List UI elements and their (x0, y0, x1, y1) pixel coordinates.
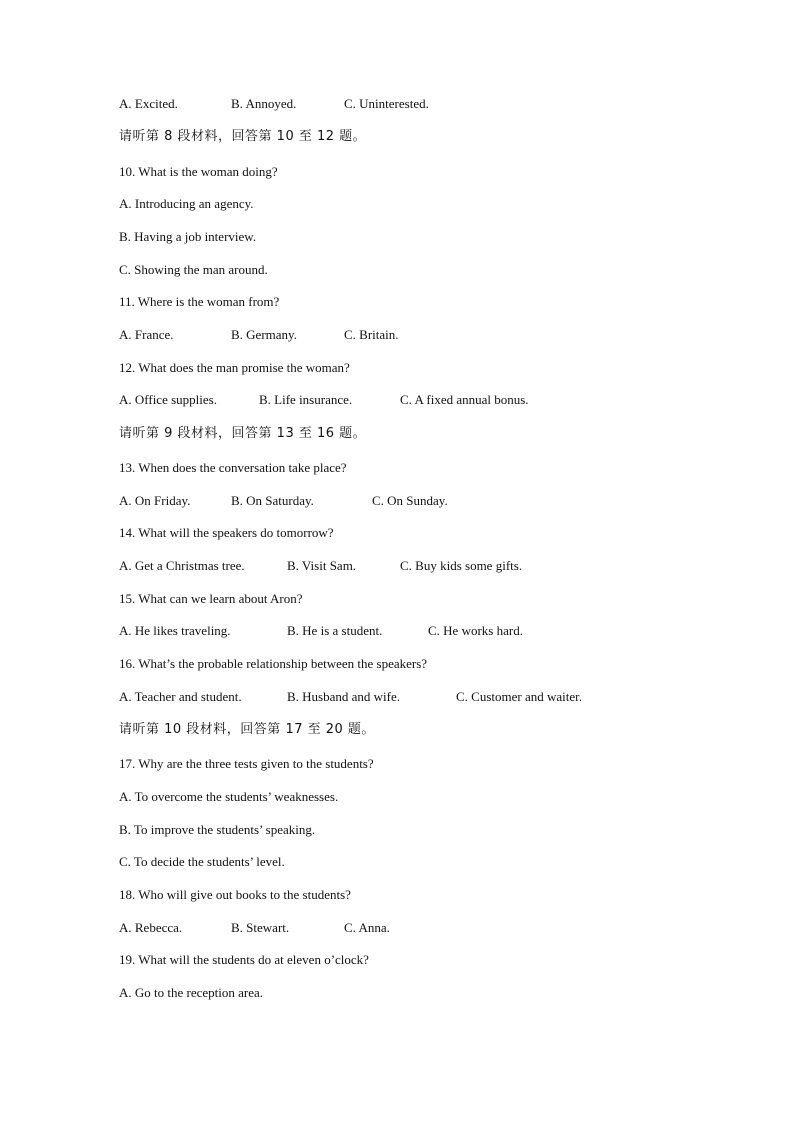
q11-option-b: B. Germany. (231, 327, 297, 342)
q17-option-a: A. To overcome the students’ weaknesses. (119, 789, 339, 804)
q13-option-b: B. On Saturday. (231, 493, 314, 508)
q15-option-a: A. He likes traveling. (119, 623, 231, 638)
q18-question: 18. Who will give out books to the students? (119, 887, 351, 902)
q12-option-a: A. Office supplies. (119, 392, 217, 407)
q11-option-a: A. France. (119, 327, 174, 342)
q17-option-c: C. To decide the students’ level. (119, 854, 285, 869)
q18-option-c: C. Anna. (344, 920, 390, 935)
q17-option-b: B. To improve the students’ speaking. (119, 822, 316, 837)
q10-question: 10. What is the woman doing? (119, 164, 278, 179)
q16-option-b: B. Husband and wife. (287, 689, 401, 704)
q10-option-c: C. Showing the man around. (119, 262, 268, 277)
q15-option-c: C. He works hard. (428, 623, 523, 638)
q12-question: 12. What does the man promise the woman? (119, 360, 350, 375)
q14-question: 14. What will the speakers do tomorrow? (119, 525, 334, 540)
q11-option-c: C. Britain. (344, 327, 399, 342)
q10-option-b: B. Having a job interview. (119, 229, 257, 244)
q13-question: 13. When does the conversation take place? (119, 460, 347, 475)
q10-option-a: A. Introducing an agency. (119, 196, 254, 211)
q16-option-a: A. Teacher and student. (119, 689, 242, 704)
q19-option-a: A. Go to the reception area. (119, 985, 264, 1000)
q9-option-b: B. Annoyed. (231, 96, 297, 111)
section-8-instruction: 请听第 8 段材料，回答第 10 至 12 题。 (119, 129, 367, 144)
q14-option-b: B. Visit Sam. (287, 558, 357, 573)
q19-question: 19. What will the students do at eleven o’clock? (119, 952, 369, 967)
q13-option-c: C. On Sunday. (372, 493, 448, 508)
q18-option-a: A. Rebecca. (119, 920, 183, 935)
section-9-instruction: 请听第 9 段材料，回答第 13 至 16 题。 (119, 426, 367, 441)
q16-question: 16. What’s the probable relationship between the speakers? (119, 656, 428, 671)
q11-question: 11. Where is the woman from? (119, 294, 280, 309)
q17-question: 17. Why are the three tests given to the students? (119, 756, 374, 771)
q15-question: 15. What can we learn about Aron? (119, 591, 303, 606)
q12-option-b: B. Life insurance. (259, 392, 353, 407)
q12-option-c: C. A fixed annual bonus. (400, 392, 529, 407)
q9-option-c: C. Uninterested. (344, 96, 429, 111)
q15-option-b: B. He is a student. (287, 623, 383, 638)
section-10-instruction: 请听第 10 段材料，回答第 17 至 20 题。 (119, 722, 375, 737)
q14-option-c: C. Buy kids some gifts. (400, 558, 523, 573)
q13-option-a: A. On Friday. (119, 493, 191, 508)
q18-option-b: B. Stewart. (231, 920, 290, 935)
q9-option-a: A. Excited. (119, 96, 178, 111)
q16-option-c: C. Customer and waiter. (456, 689, 583, 704)
q14-option-a: A. Get a Christmas tree. (119, 558, 245, 573)
